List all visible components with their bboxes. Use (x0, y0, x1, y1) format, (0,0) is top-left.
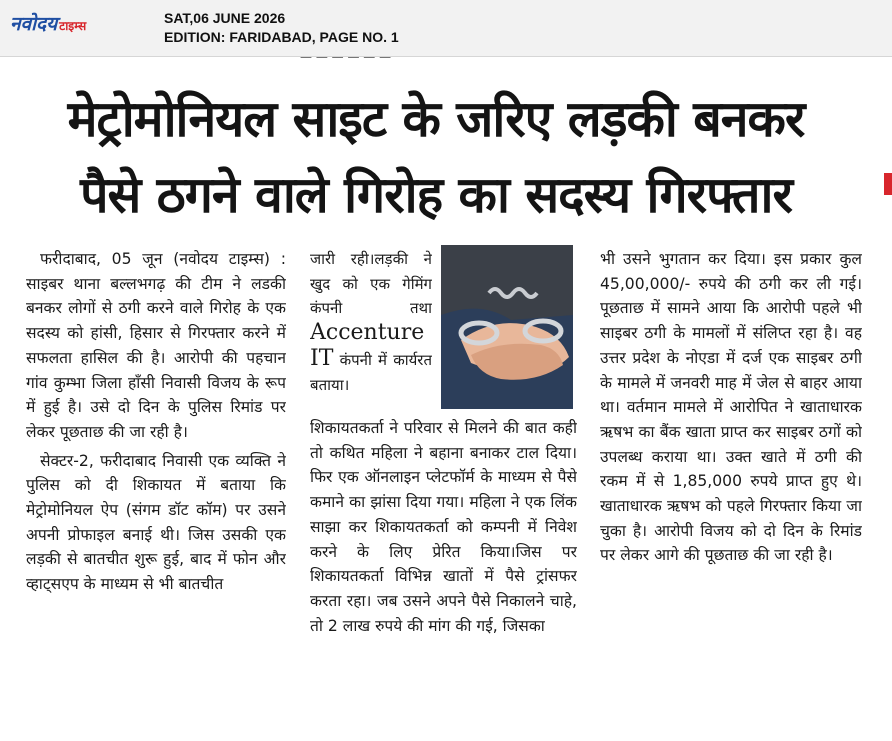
paragraph-dateline: फरीदाबाद, 05 जून (नवोदय टाइम्स) : साइबर थाना बल्लभगढ़ की टीम ने लडकी बनकर लोगों से ठगी करने वाले गिरोह के एक सदस्य को हांसी, हिसार से गिरफ्तार करने में सफलता हासिल की है। आरोपी की पहचान गांव कुम्भा जिला हाँसी निवासी विजय के रूप में हुई है। उसे दो दिन के पुलिस रिमांड पर लेकर पूछताछ की जा रही है। (26, 250, 286, 441)
edition-info (164, 9, 399, 47)
publication-date: SAT,06 JUNE 2026 (164, 10, 286, 26)
edition-page: EDITION: FARIDABAD, PAGE NO. 1 (164, 29, 399, 45)
headline (0, 81, 872, 233)
masthead-bar (0, 0, 892, 57)
article-column-3 (600, 247, 862, 741)
article-column-2-top (310, 247, 432, 417)
headline-line-2: पैसे ठगने वाले गिरोह का सदस्य गिरफ्तार (80, 166, 792, 224)
newspaper-clipping (0, 57, 892, 741)
article-column-2 (310, 416, 577, 741)
clipped-previous-text: — — — — — — (300, 57, 392, 64)
article-column-1 (26, 247, 286, 741)
adjacent-article-marker (884, 173, 892, 195)
headline-line-1: मेट्रोमोनियल साइट के जरिए लड़की बनकर (67, 90, 805, 148)
col2-company-name: Accenture IT (310, 320, 425, 371)
paragraph-arrest-details: भी उसने भुगतान कर दिया। इस प्रकार कुल 45,00,000/- रुपये की ठगी कर ली गई। पूछताछ में सामने आया कि आरोपी पहले भी साइबर ठगी के मामलों में संलिप्त रहा है। वह उत्तर प्रदेश के नोएडा में दर्ज एक साइबर ठगी के मामले में जनवरी माह में जेल से बाहर आया था। वर्तमान मामले में आरोपित ने खाताधारक ऋषभ का बैंक खाता प्राप्त कर साइबर ठगों को उपलब्ध कराया था। उक्त खाते में ठगी की रकम में से 1,85,000 रुपये प्राप्त हुए थे। खाताधारक ऋषभ को पहले गिरफ्तार किया जा चुका है। आरोपी विजय को दो दिन के रिमांड पर लेकर आगे की पूछताछ की जा रही है। (600, 250, 862, 565)
paragraph-investment-fraud: शिकायतकर्ता ने परिवार से मिलने की बात कही तो कथित महिला ने बहाना बनाकर टाल दिया।फिर एक ऑनलाइन प्लेटफॉर्म के माध्यम से पैसे कमाने का झांसा दिया गया। महिला ने एक लिंक साझा कर शिकायतकर्ता को कम्पनी में निवेश करने के लिए प्रेरित किया।जिस पर शिकायतकर्ता विभिन्न खातों में पैसे ट्रांसफर करता रहा। जब उसने अपने पैसे निकालने चाहे, तो 2 लाख रुपये की मांग की गई, जिसका (310, 419, 577, 635)
logo-main-text: नवोदय (10, 13, 58, 35)
logo-sub-text: टाइम्स (59, 19, 87, 33)
adjacent-article-cut (877, 247, 892, 741)
col2-text-c: कंपनी में कार्यरत बताया। (310, 350, 432, 394)
newspaper-logo[interactable] (10, 10, 86, 36)
col2-text-a: जारी रही।लड़की ने खुद को एक गेमिंग कंपनी तथा (310, 250, 432, 318)
handcuffs-illustration (441, 245, 573, 409)
handcuffed-hands-photo (441, 245, 573, 409)
paragraph-complaint: सेक्टर-2, फरीदाबाद निवासी एक व्यक्ति ने पुलिस को दी शिकायत में बताया कि मेट्रोमोनियल ऐप (संगम डॉट कॉम) पर उसने अपनी प्रोफाइल बनाई थी। जिस उसकी एक लड़की से बातचीत शुरू हुई, बाद में फोन और व्हाट्सएप के माध्यम से भी बातचीत (26, 451, 286, 594)
